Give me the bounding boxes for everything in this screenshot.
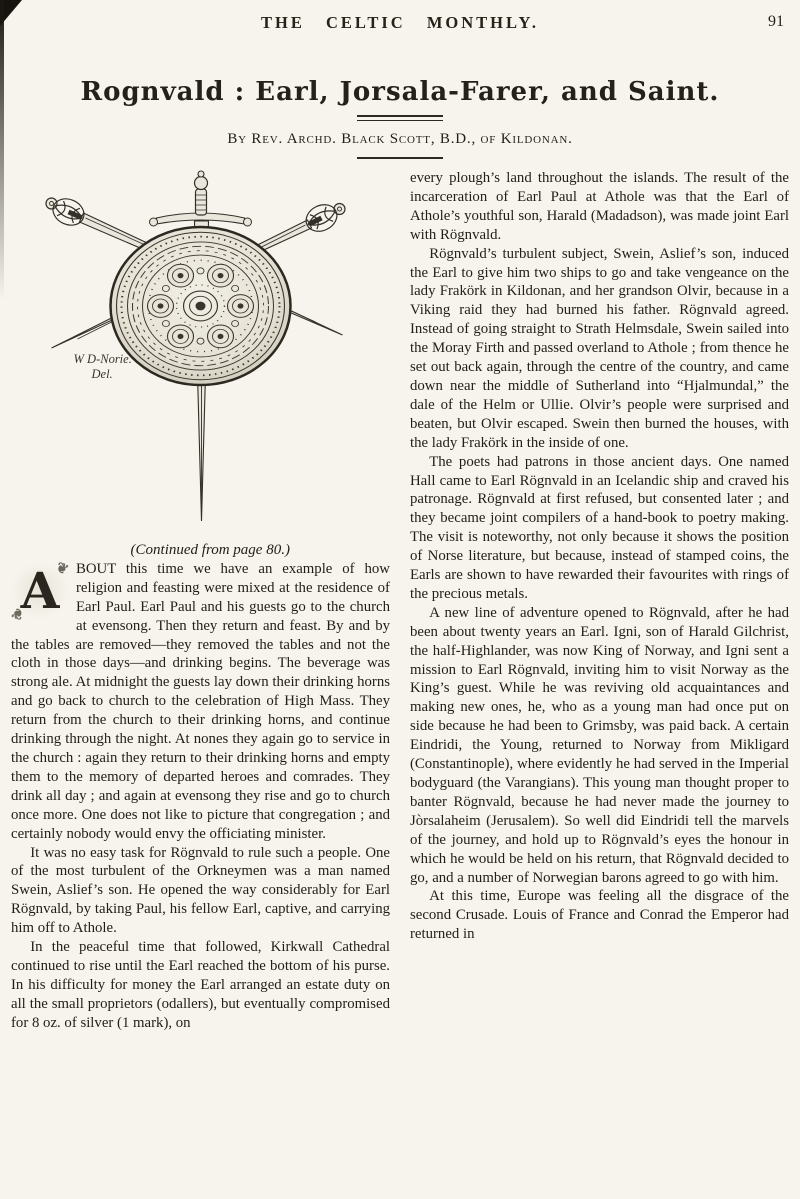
drop-cap-initial: ❦ A ❦ xyxy=(11,563,69,619)
continued-note: (Continued from page 80.) xyxy=(130,542,290,558)
body-paragraph: Rögnvald’s turbulent subject, Swein, Aslief’s son, induced the Earl to give him two ships to go and take vengeance on the lady Frakörk in Kildonan, and her grandson Olvir, because in a Viking raid they had burned his father. Rögnvald agreed. Instead of going straight to Strath Helmsdale, Swein sailed into the Moray Firth and passed overland to Athole ; from thence he set out back again, through the centre of the country, and came down near the middle of Sutherland into “Hjalmundal,” the dale of the Helm or Ullie. Olvir’s people were surprised and beaten, but Olvir escaped. Swein then burned the houses, with the lady Frakörk in the inside of one. xyxy=(410,245,789,451)
body-paragraph: It was no easy task for Rögnvald to rule such a people. One of the most turbulent of the Orkneymen was a man named Swein, Aslief’s son. He opened the way considerably for Earl Rögnvald, by taking Paul, his fellow Earl, captive, and carrying him off to Athole. xyxy=(11,844,390,937)
body-paragraph: At this time, Europe was feeling all the disgrace of the second Crusade. Louis of France and Conrad the Emperor had returned in xyxy=(410,888,789,943)
body-paragraph: The poets had patrons in those ancient days. One named Hall came to Earl Rögnvald in an Icelandic ship and craved his patronage. Rögnvald at first refused, but consented later ; and they became joint compilers of a hand-book to poetry making. The visit is noteworthy, not only because it shows the position of Norse literature, but because, instead of stamped coins, the Earls are shown to have rewarded their favourites with rings of the precious metals. xyxy=(410,453,789,602)
opening-paragraph xyxy=(11,560,390,844)
artist-signature-line1: W D-Norie. xyxy=(73,352,132,366)
body-paragraph: In the peaceful time that followed, Kirkwall Cathedral continued to rise until the Earl reached the bottom of his purse. In his difficulty for money the Earl arranged an estate duty on all the small proprietors (odallers), but eventually compromised for 8 oz. of silver (1 mark), on xyxy=(11,939,390,1031)
two-column-body xyxy=(0,159,800,1199)
article-byline: By Rev. Archd. Black Scott, B.D., of Kildonan. xyxy=(227,131,573,147)
left-column xyxy=(11,169,390,1199)
scan-edge-artifact xyxy=(0,0,4,300)
right-column xyxy=(410,169,789,1199)
targe-illustration xyxy=(11,169,390,537)
article-header xyxy=(0,77,800,159)
artist-signature-line2: Del. xyxy=(91,367,113,381)
continuation-paragraph: every plough’s land throughout the islands. The result of the incarceration of Earl Paul at Athole was that the Earl of Athole’s youthful son, Harald (Madadson), was made joint Earl with Rögnvald. xyxy=(410,170,789,243)
publication-title: THE CELTIC MONTHLY. xyxy=(260,13,540,32)
opening-paragraph-text: BOUT this time we have an example of how religion and feasting were mixed at the residence of Earl Paul. Earl Paul and his guests go to the church at evensong. Then they return and feast. By and by the tables are removed—they removed the tables and not the cloth in those days—and drinking begins. The beverage was strong ale. At midnight the guests lay down their drinking horns and go back to church to the celebration of High Mass. They return from the church to their drinking horns, and continue drinking through the night. At nones they again go to service in the church : again they return to their drinking horns and empty them to the memory of departed heroes and comrades. They drink all day ; and again at evensong they rise and go to church once more. One does not like to picture that congregation ; and certainly nobody would envy the officiating minister. xyxy=(11,560,390,842)
targe-shield xyxy=(111,227,291,385)
article-title: Rognvald : Earl, Jorsala-Farer, and Saint. xyxy=(80,77,720,107)
masthead xyxy=(0,0,800,45)
targe-and-swords-engraving xyxy=(11,169,390,537)
title-rule xyxy=(357,115,443,121)
body-paragraph: A new line of adventure opened to Rögnvald, after he had been about twenty years an Earl. Igni, son of Harald Gilchrist, the half-Highlander, was now King of Norway, and Igni sent a mission to Earl Rögnvald, inviting him to visit Norway as the King’s guest. While he was reviving old acquaintances and making new ones, he, who as a young man had once put on side because he had been to Grimsby, was paid back. A certain Eindridi, the Young, returned to Norway from Mikligard (Constantinople), where evidently he had served in the Imperial bodyguard (the Varangians). This young man thought proper to banter Rögnvald, because he had never made the journey to Jòrsalaheim (Jerusalem). So well did Eindridi tell the marvels of the journey, and hold up to Rögnvald’s eyes the honour in which he would be held on his return, that Rögnvald decided to go, and a number of Norwegian barons agreed to go with him. xyxy=(410,604,789,886)
page-number: 91 xyxy=(768,13,784,30)
